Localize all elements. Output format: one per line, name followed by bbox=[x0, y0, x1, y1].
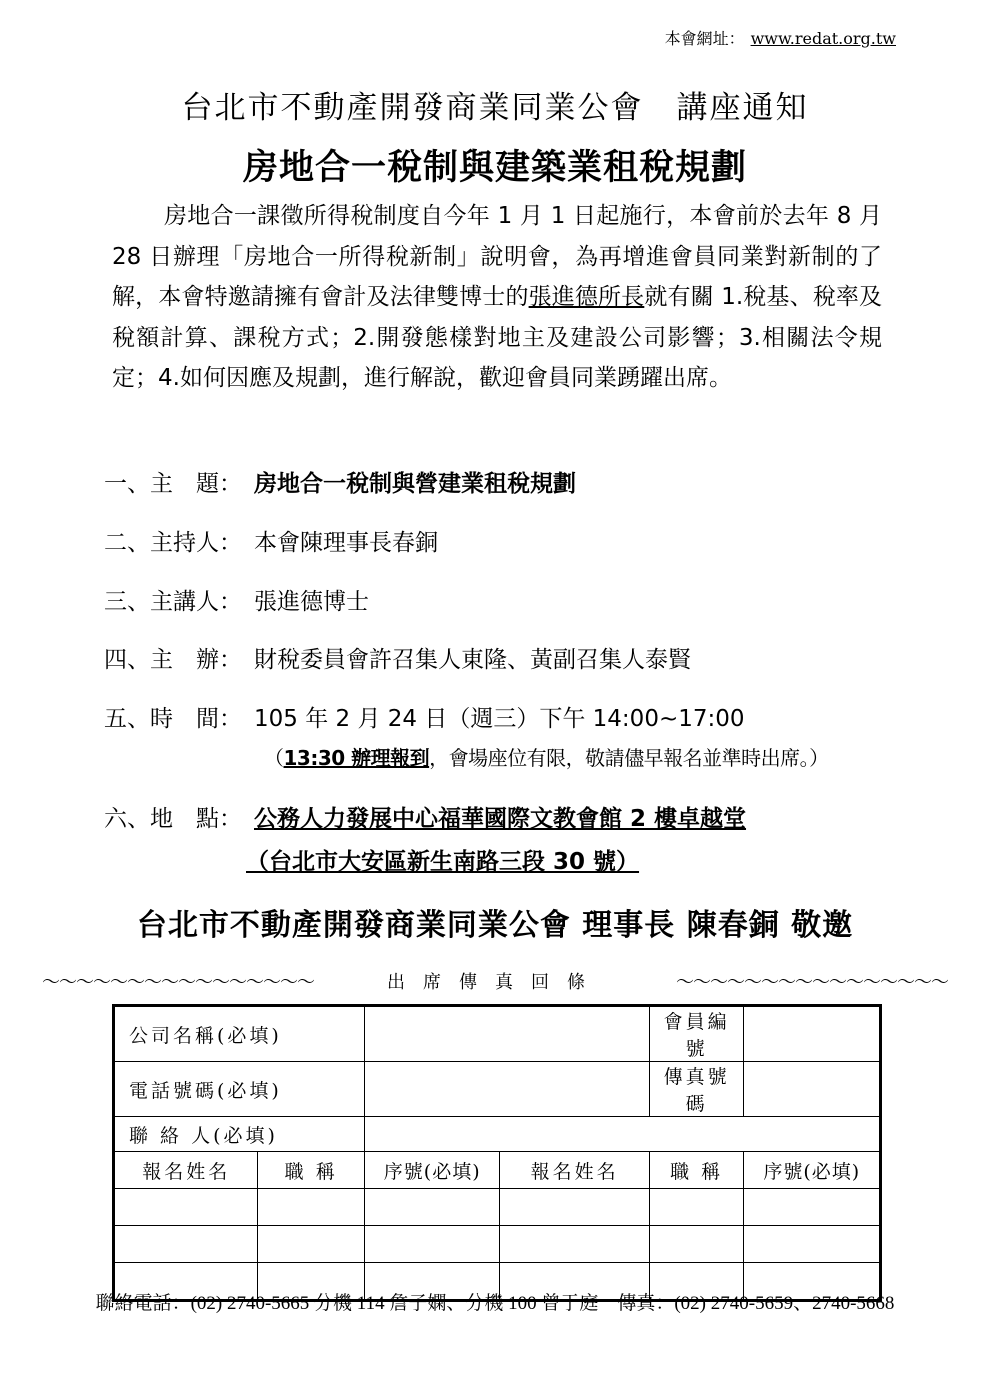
contact-input[interactable] bbox=[364, 1117, 880, 1152]
item-topic-value: 房地合一稅制與營建業租稅規劃 bbox=[254, 471, 576, 497]
place-address: （台北市大安區新生南路三段 30 號） bbox=[246, 849, 640, 875]
item-host-value: 本會陳理事長春銅 bbox=[254, 530, 438, 556]
member-no-input[interactable] bbox=[744, 1006, 881, 1062]
item-organizer-label: 四、主 辦： bbox=[104, 647, 242, 673]
intro-paragraph bbox=[112, 196, 882, 399]
col-title-2: 職 稱 bbox=[649, 1152, 744, 1189]
intro-text-2: 就有關 1.稅基、稅率及稅額計算、課稅方式；2.開發態樣對地主及建設公司影響；3.相關法令規定；4.如何因應及規劃，進行解說，歡迎會員同業踴躍出席。 bbox=[112, 284, 883, 391]
fax-input[interactable] bbox=[744, 1062, 881, 1117]
signature: 台北市不動產開發商業同業公會 理事長 陳春銅 敬邀 bbox=[136, 908, 854, 943]
contact-label: 聯 絡 人(必填) bbox=[114, 1117, 365, 1152]
attendee-serial-input[interactable] bbox=[364, 1189, 499, 1226]
item-speaker-label: 三、主講人： bbox=[104, 589, 242, 615]
attendee-name-input[interactable] bbox=[500, 1189, 649, 1226]
form-row-contact bbox=[114, 1117, 881, 1152]
form-header-row bbox=[114, 1152, 881, 1189]
company-label: 公司名稱(必填) bbox=[114, 1006, 365, 1062]
item-host-label: 二、主持人： bbox=[104, 530, 242, 556]
footer-contact: 聯絡電話：(02) 2740-5665 分機 114 詹子嫻、分機 100 曾于庭 傳真：(02) 2740-5659、2740-5668 bbox=[95, 1293, 895, 1314]
time-note-rest: ，會場座位有限，敬請儘早報名並準時出席。） bbox=[429, 746, 829, 770]
item-host bbox=[104, 524, 438, 557]
attendee-row bbox=[114, 1226, 881, 1263]
phone-label: 電話號碼(必填) bbox=[114, 1062, 365, 1117]
divider-wave-right: ～～～～～～～～～～～～～～～～ bbox=[676, 972, 948, 993]
item-place-value: 公務人力發展中心福華國際文教會館 2 樓卓越堂 bbox=[254, 806, 747, 832]
attendee-name-input[interactable] bbox=[114, 1226, 258, 1263]
item-place bbox=[104, 800, 746, 833]
website-link[interactable]: www.redat.org.tw bbox=[750, 29, 896, 48]
attendee-title-input[interactable] bbox=[258, 1226, 365, 1263]
intro-text-1: 房地合一課徵所得稅制度自今年 1 月 1 日起施行，本會前於去年 8 月 28 日辦理「房地合一所得稅新制」說明會，為再增進會員同業對新制的了解，本會特邀請擁有會計及法律雙博士的 bbox=[112, 203, 882, 310]
item-place-label: 六、地 點： bbox=[104, 806, 242, 832]
item-speaker bbox=[104, 583, 369, 616]
attendee-serial-input[interactable] bbox=[744, 1189, 881, 1226]
form-row-company bbox=[114, 1006, 881, 1062]
member-no-label: 會員編號 bbox=[649, 1006, 744, 1062]
col-serial-2: 序號(必填) bbox=[744, 1152, 881, 1189]
attendee-serial-input[interactable] bbox=[744, 1226, 881, 1263]
time-note-checkin: 13:30 辦理報到 bbox=[283, 746, 430, 770]
attendee-name-input[interactable] bbox=[500, 1226, 649, 1263]
attendee-name-input[interactable] bbox=[114, 1189, 258, 1226]
reply-form bbox=[112, 1004, 882, 1302]
intro-speaker: 張進德所長 bbox=[528, 284, 645, 310]
phone-input[interactable] bbox=[364, 1062, 649, 1117]
divider-wave-left: ～～～～～～～～～～～～～～～～ bbox=[42, 972, 314, 993]
item-topic-label: 一、主 題： bbox=[104, 471, 242, 497]
website-label: 本會網址： bbox=[664, 29, 745, 48]
attendee-title-input[interactable] bbox=[649, 1226, 744, 1263]
company-input[interactable] bbox=[364, 1006, 649, 1062]
reply-divider bbox=[42, 968, 948, 994]
attendee-title-input[interactable] bbox=[649, 1189, 744, 1226]
item-speaker-value: 張進德博士 bbox=[254, 589, 369, 615]
org-title: 台北市不動產開發商業同業公會 講座通知 bbox=[181, 90, 809, 126]
attendee-row bbox=[114, 1189, 881, 1226]
col-name-2: 報名姓名 bbox=[500, 1152, 649, 1189]
item-topic bbox=[104, 465, 576, 498]
time-note-open: （ bbox=[264, 746, 284, 770]
item-organizer bbox=[104, 641, 691, 674]
form-row-phone bbox=[114, 1062, 881, 1117]
website-line bbox=[665, 26, 896, 49]
item-time-value: 105 年 2 月 24 日（週三）下午 14:00~17:00 bbox=[254, 706, 745, 732]
col-serial-1: 序號(必填) bbox=[364, 1152, 499, 1189]
attendee-serial-input[interactable] bbox=[364, 1226, 499, 1263]
item-time-label: 五、時 間： bbox=[104, 706, 242, 732]
time-note bbox=[264, 742, 829, 771]
reply-title: 出席傳真回條 bbox=[387, 972, 603, 993]
item-organizer-value: 財稅委員會許召集人東隆、黃副召集人泰賢 bbox=[254, 647, 691, 673]
attendee-title-input[interactable] bbox=[258, 1189, 365, 1226]
fax-label: 傳真號碼 bbox=[649, 1062, 744, 1117]
main-title: 房地合一稅制與建築業租稅規劃 bbox=[242, 148, 747, 188]
col-name-1: 報名姓名 bbox=[114, 1152, 258, 1189]
item-time bbox=[104, 700, 745, 733]
col-title-1: 職 稱 bbox=[258, 1152, 365, 1189]
